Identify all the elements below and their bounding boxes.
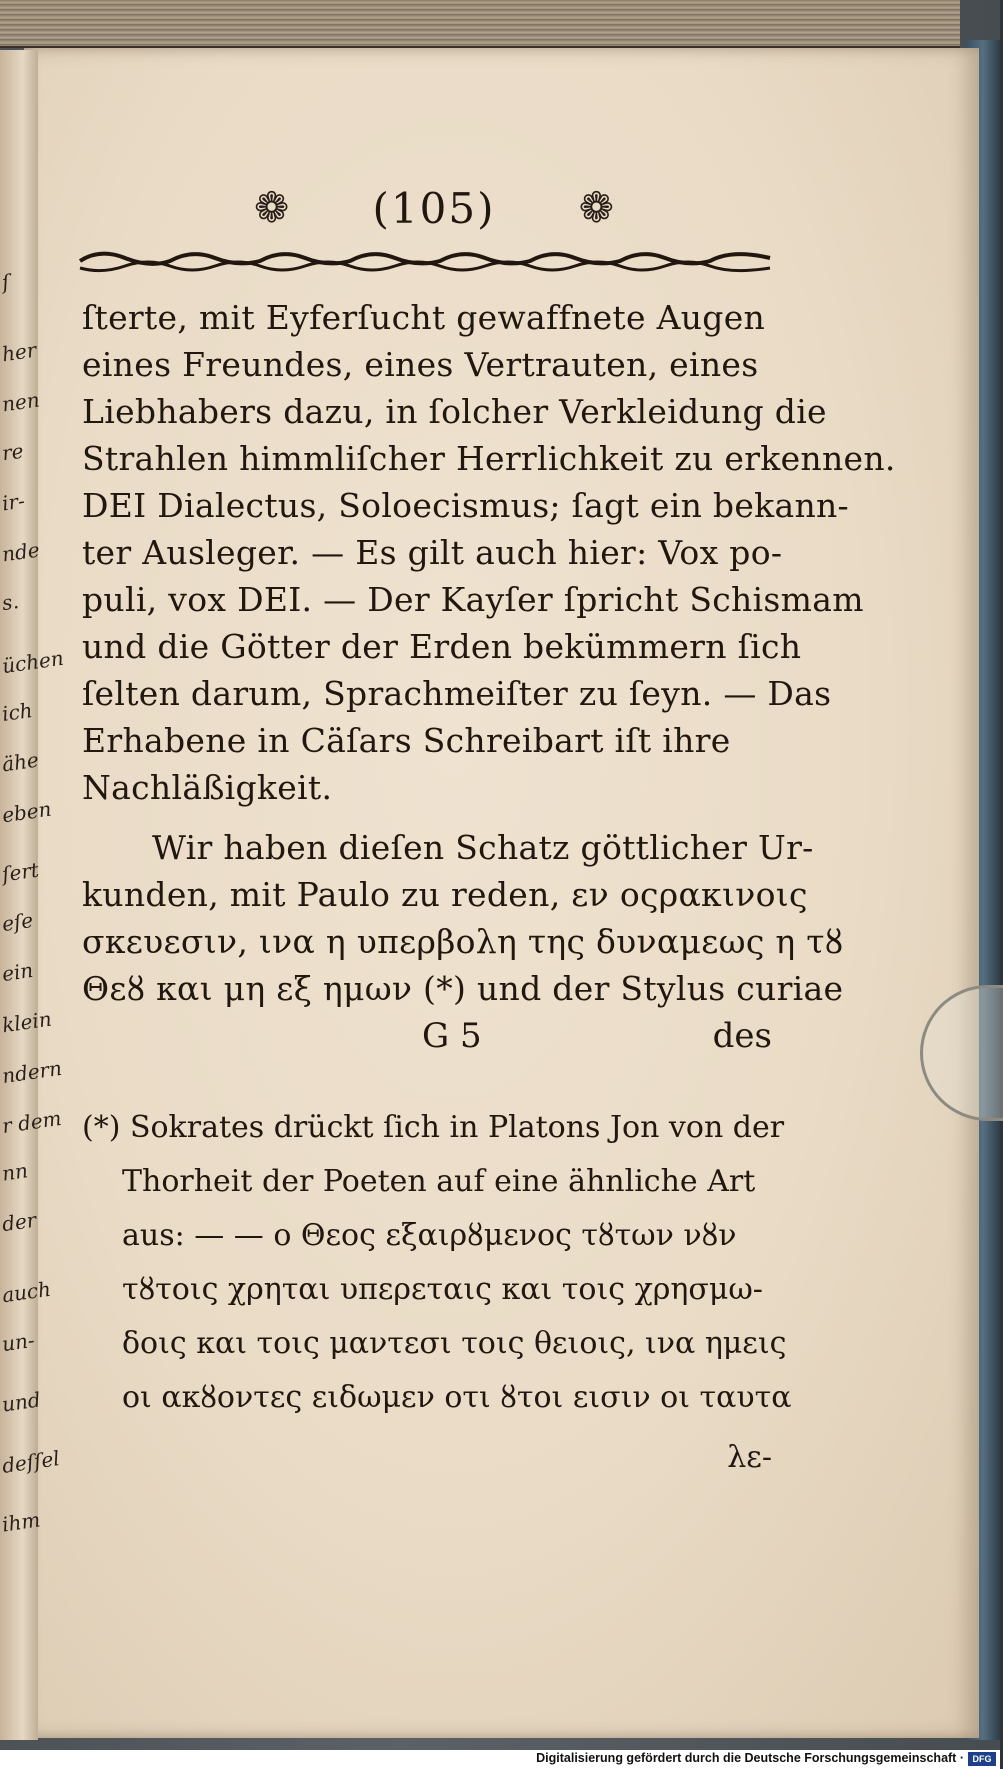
text-line: Nachläßigkeit. bbox=[82, 768, 333, 807]
text-line: puli, vox DEI. — Der Kayſer ſpricht Schismam bbox=[82, 580, 864, 619]
rosette-ornament-right-icon: ❁ bbox=[578, 183, 614, 232]
margin-fragment: r dem bbox=[0, 1105, 63, 1139]
text-line: eines Freundes, eines Vertrauten, eines bbox=[82, 345, 759, 384]
signature-mark: G 5 bbox=[422, 1016, 482, 1056]
funding-credit: Digitalisierung gefördert durch die Deutsche Forschungsgemeinschaft · bbox=[536, 1751, 964, 1765]
text-line: σκευεσιν, ινα η υπερβολη της δυναμεως η τȣ bbox=[82, 922, 844, 961]
margin-fragment: re bbox=[0, 438, 25, 466]
margin-fragment: eben bbox=[0, 796, 53, 828]
text-line: Wir haben dieſen Schatz göttlicher Ur- bbox=[152, 828, 814, 867]
margin-fragment: nn bbox=[0, 1158, 30, 1186]
text-line: ſterte, mit Eyferſucht gewaffnete Augen bbox=[82, 298, 766, 337]
digitization-footer bbox=[0, 1750, 1000, 1769]
footnote-line: τȣτοις χρηται υπερεταις και τοις χρησμω- bbox=[122, 1272, 763, 1307]
footnote-catchword: λε- bbox=[727, 1440, 772, 1475]
text-line: DEI Dialectus, Soloecismus; ſagt ein bekann- bbox=[82, 486, 850, 525]
text-line: Erhabene in Cäſars Schreibart iſt ihre bbox=[82, 721, 731, 760]
margin-fragment: ndern bbox=[0, 1055, 64, 1089]
footnote-line: (*) Sokrates drückt ſich in Platons Jon von der bbox=[82, 1110, 785, 1145]
margin-fragment: eſe bbox=[0, 907, 35, 937]
margin-fragment: ich bbox=[0, 697, 35, 727]
margin-fragment: und bbox=[0, 1387, 43, 1417]
text-line: Strahlen himmliſcher Herrlichkeit zu erkennen. bbox=[82, 439, 896, 478]
margin-fragment: ir- bbox=[0, 488, 27, 516]
footnote-line: Thorheit der Poeten auf eine ähnliche Art bbox=[122, 1164, 756, 1199]
book-page bbox=[24, 48, 979, 1738]
margin-fragment: auch bbox=[0, 1276, 53, 1308]
margin-fragment: ein bbox=[0, 957, 35, 987]
margin-fragment: klein bbox=[0, 1006, 54, 1038]
margin-fragment: üchen bbox=[0, 645, 66, 679]
footnote-line: aus: — — ο Θεος εξαιρȣμενος τȣτων νȣν bbox=[122, 1218, 737, 1253]
text-line: Θεȣ και μη εξ ημων (*) und der Stylus curiae bbox=[82, 969, 844, 1008]
margin-fragment: ihm bbox=[0, 1507, 42, 1537]
text-line: Liebhabers dazu, in ſolcher Verkleidung die bbox=[82, 392, 827, 431]
margin-fragment: ſ bbox=[0, 269, 12, 295]
page-header bbox=[254, 178, 614, 238]
facing-page-edge bbox=[0, 50, 66, 1740]
margin-fragment: un- bbox=[0, 1327, 37, 1357]
decorative-rule bbox=[80, 246, 770, 276]
footnote-line: δοις και τοις μαντεσι τοις θειοις, ινα ημεις bbox=[122, 1326, 787, 1361]
page-edges-top bbox=[0, 0, 960, 48]
text-line: kunden, mit Paulo zu reden, εν οςρακινοις bbox=[82, 875, 808, 914]
signature-line bbox=[82, 1014, 772, 1058]
page-number: (105) bbox=[372, 183, 496, 233]
margin-fragment: nen bbox=[0, 387, 42, 417]
margin-fragment: der bbox=[0, 1207, 38, 1237]
margin-fragment: nde bbox=[0, 537, 42, 567]
margin-fragment: her bbox=[0, 337, 38, 367]
text-line: und die Götter der Erden bekümmern ſich bbox=[82, 627, 802, 666]
footnote-line: οι ακȣοντες ειδωμεν οτι ȣτοι εισιν οι ταυτα bbox=[122, 1380, 792, 1415]
margin-fragment: ſert bbox=[0, 857, 41, 887]
text-line: ter Ausleger. — Es gilt auch hier: Vox po- bbox=[82, 533, 783, 572]
rosette-ornament-left-icon: ❁ bbox=[254, 183, 290, 232]
dfg-logo: DFG bbox=[968, 1752, 996, 1766]
margin-fragment: deſſel bbox=[0, 1446, 62, 1478]
margin-fragment: ähe bbox=[0, 747, 41, 777]
text-line: ſelten darum, Sprachmeiſter zu ſeyn. — Das bbox=[82, 674, 832, 713]
margin-fragment: s. bbox=[0, 588, 21, 616]
catchword: des bbox=[712, 1016, 772, 1056]
